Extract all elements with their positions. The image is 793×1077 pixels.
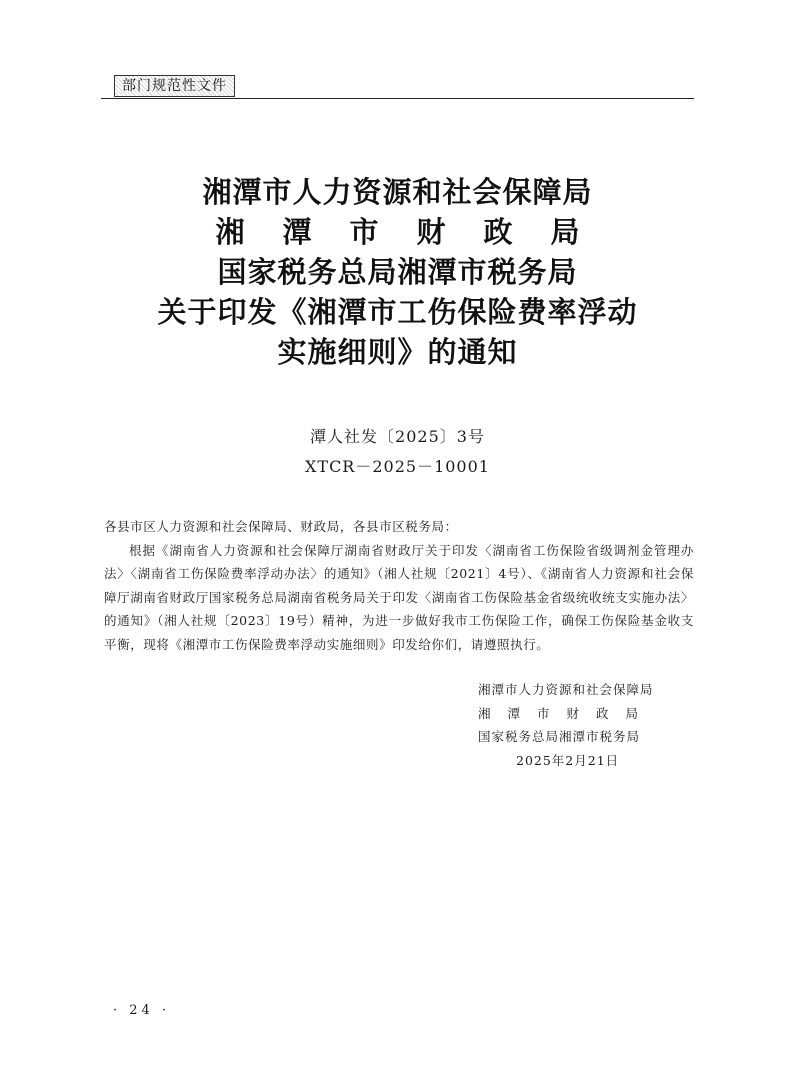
- signature-block: [478, 678, 678, 772]
- header-divider: [101, 98, 694, 99]
- section-label: 部门规范性文件: [114, 75, 235, 97]
- title-line-5: 实施细则》的通知: [277, 335, 518, 369]
- title-line-2: 湘潭市财政局: [215, 215, 618, 249]
- signature-org-1: 湘潭市人力资源和社会保障局: [478, 682, 654, 697]
- document-title: [101, 172, 694, 372]
- document-body: [104, 515, 694, 656]
- addressee: 各县市区人力资源和社会保障局、财政局，各县市区税务局：: [104, 519, 458, 534]
- body-paragraph: 根据《湖南省人力资源和社会保障厅湖南省财政厅关于印发〈湖南省工伤保险省级调剂金管理办法〉〈湖南省工伤保险费率浮动办法〉的通知》（湘人社规〔2021〕4号）、《湖南省人力资源和社会保障厅湖南省财政厅国家税务总局湖南省税务局关于印发〈湖南省工伤保险基金省级统收统支实施办法〉的通知》（湘人社规〔2023〕19号）精神，为进一步做好我市工伤保险工作，确保工伤保险基金收支平衡，现将《湘潭市工伤保险费率浮动实施细则》印发给你们，请遵照执行。: [104, 542, 694, 652]
- title-line-3: 国家税务总局湘潭市税务局: [217, 255, 578, 289]
- signature-org-3: 国家税务总局湘潭市税务局: [478, 729, 641, 744]
- document-number: 潭人社发〔2025〕3号: [310, 427, 485, 446]
- document-code: XTCR－2025－10001: [305, 457, 490, 476]
- title-line-4: 关于印发《湘潭市工伤保险费率浮动: [157, 295, 638, 329]
- signature-date: 2025年2月21日: [516, 752, 620, 768]
- page-number: · 24 ·: [113, 1003, 171, 1018]
- title-line-1: 湘潭市人力资源和社会保障局: [202, 175, 593, 209]
- signature-org-2: 湘潭市财政局: [478, 705, 656, 721]
